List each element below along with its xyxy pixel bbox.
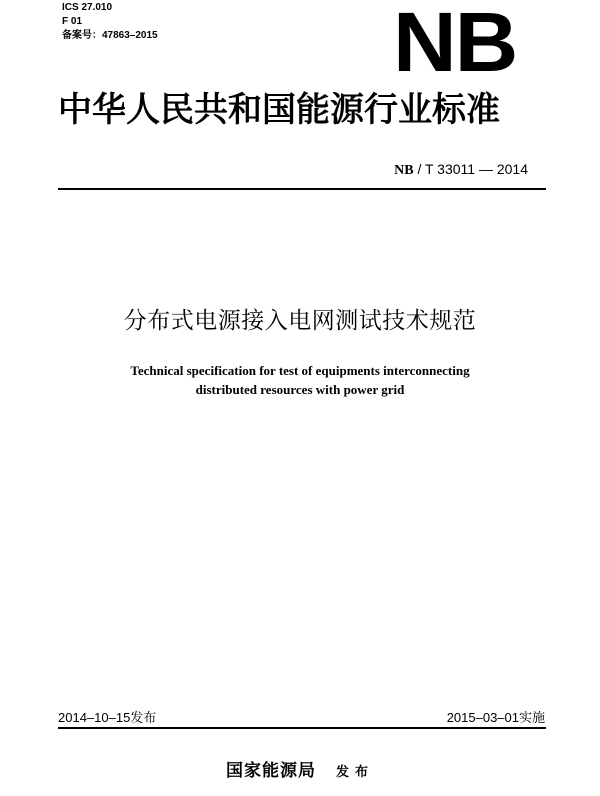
document-title-en-line2: distributed resources with power grid bbox=[195, 382, 405, 397]
standard-code bbox=[394, 160, 528, 180]
bottom-divider bbox=[58, 727, 546, 729]
standard-category-title: 中华人民共和国能源行业标准 bbox=[58, 90, 500, 130]
issue-date: 2014–10–15发布 bbox=[58, 710, 157, 725]
standard-code-prefix: NB bbox=[394, 163, 414, 178]
standard-code-number: / T 33011 — 2014 bbox=[417, 161, 528, 177]
document-title-en-line1: Technical specification for test of equipments interconnecting bbox=[130, 363, 470, 378]
implementation-date: 2015–03–01实施 bbox=[446, 710, 545, 725]
nb-logo: NB bbox=[393, 0, 517, 89]
issuer-action: 发布 bbox=[335, 765, 374, 780]
issuer-organization: 国家能源局 bbox=[225, 761, 316, 781]
issuer bbox=[0, 760, 600, 784]
record-number: 备案号：47863–2015 bbox=[62, 30, 158, 41]
top-divider bbox=[58, 188, 546, 190]
document-title-cn: 分布式电源接入电网测试技术规范 bbox=[123, 308, 477, 334]
ics-code: ICS 27.010 bbox=[62, 2, 113, 13]
classification-code: F 01 bbox=[62, 16, 83, 27]
